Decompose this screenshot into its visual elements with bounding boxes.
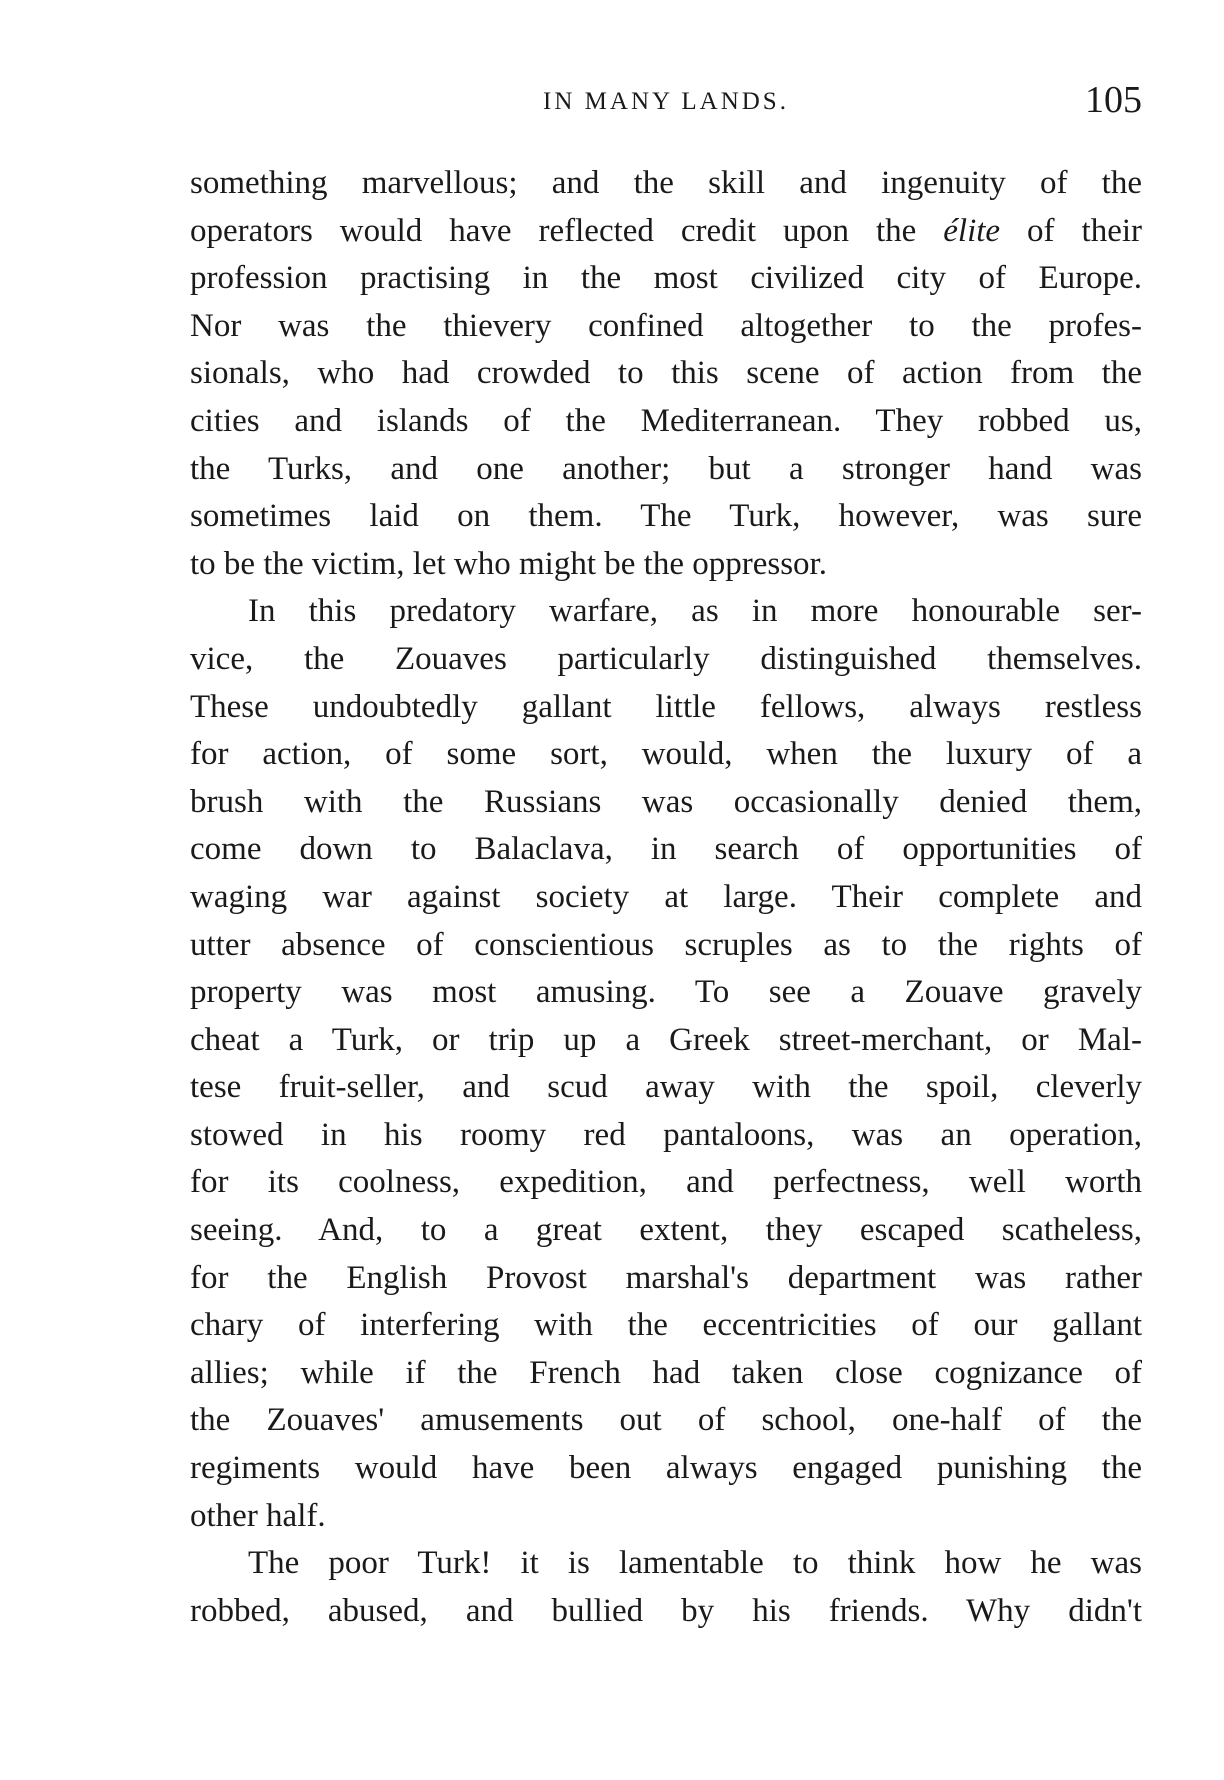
text-line: other half. bbox=[190, 1497, 326, 1534]
text-fragment: operators would have reflected credit upon the bbox=[190, 212, 944, 249]
text-line: for its coolness, expedition, and perfectness, well worth bbox=[190, 1164, 1142, 1201]
text-line: cheat a Turk, or trip up a Greek street-merchant, or Mal- bbox=[190, 1021, 1142, 1058]
text-fragment: of their bbox=[1000, 212, 1142, 249]
italic-word-elite: élite bbox=[943, 212, 1001, 249]
text-line: sometimes laid on them. The Turk, however, was sure bbox=[190, 498, 1142, 535]
text-line: robbed, abused, and bullied by his friends. Why didn't bbox=[190, 1592, 1142, 1629]
text-line: stowed in his roomy red pantaloons, was an operation, bbox=[190, 1116, 1142, 1153]
text-line: something marvellous; and the skill and ingenuity of the bbox=[190, 165, 1142, 201]
text-line: Nor was the thievery confined altogether to the profes- bbox=[190, 307, 1142, 344]
running-title: IN MANY LANDS. bbox=[543, 88, 789, 115]
text-line: seeing. And, to a great extent, they escaped scatheless, bbox=[190, 1212, 1142, 1249]
text-line: waging war against society at large. Their complete and bbox=[190, 878, 1142, 915]
text-line: brush with the Russians was occasionally denied them, bbox=[190, 783, 1142, 820]
paragraph-1 bbox=[190, 160, 1142, 588]
text-line: come down to Balaclava, in search of opportunities of bbox=[190, 831, 1142, 868]
text-line: for action, of some sort, would, when the luxury of a bbox=[190, 736, 1142, 773]
text-line: sionals, who had crowded to this scene of action from the bbox=[190, 355, 1142, 392]
text-line: The poor Turk! it is lamentable to think how he was bbox=[248, 1545, 1142, 1582]
text-line: the Zouaves' amusements out of school, one-half of the bbox=[190, 1402, 1142, 1439]
text-line: regiments would have been always engaged punishing the bbox=[190, 1450, 1142, 1487]
text-line: property was most amusing. To see a Zouave gravely bbox=[190, 974, 1142, 1011]
paragraph-3 bbox=[190, 1540, 1142, 1635]
text-line: utter absence of conscientious scruples as to the rights of bbox=[190, 926, 1142, 963]
text-line: cities and islands of the Mediterranean. They robbed us, bbox=[190, 402, 1142, 439]
text-line: vice, the Zouaves particularly distinguished themselves. bbox=[190, 640, 1142, 677]
text-line: for the English Provost marshal's department was rather bbox=[190, 1259, 1142, 1296]
text-line: tese fruit-seller, and scud away with the spoil, cleverly bbox=[190, 1069, 1142, 1106]
text-line: profession practising in the most civilized city of Europe. bbox=[190, 260, 1142, 297]
page-number: 105 bbox=[1085, 79, 1142, 121]
text-line: chary of interfering with the eccentricities of our gallant bbox=[190, 1307, 1142, 1344]
body-text bbox=[190, 160, 1142, 1635]
text-line: allies; while if the French had taken close cognizance of bbox=[190, 1354, 1142, 1391]
text-line: the Turks, and one another; but a stronger hand was bbox=[190, 450, 1142, 487]
text-line: These undoubtedly gallant little fellows, always restless bbox=[190, 688, 1142, 725]
text-line bbox=[190, 208, 1142, 256]
text-line: to be the victim, let who might be the oppressor. bbox=[190, 545, 827, 582]
page-header bbox=[190, 78, 1142, 138]
text-line: In this predatory warfare, as in more honourable ser- bbox=[248, 593, 1142, 630]
paragraph-2 bbox=[190, 588, 1142, 1540]
